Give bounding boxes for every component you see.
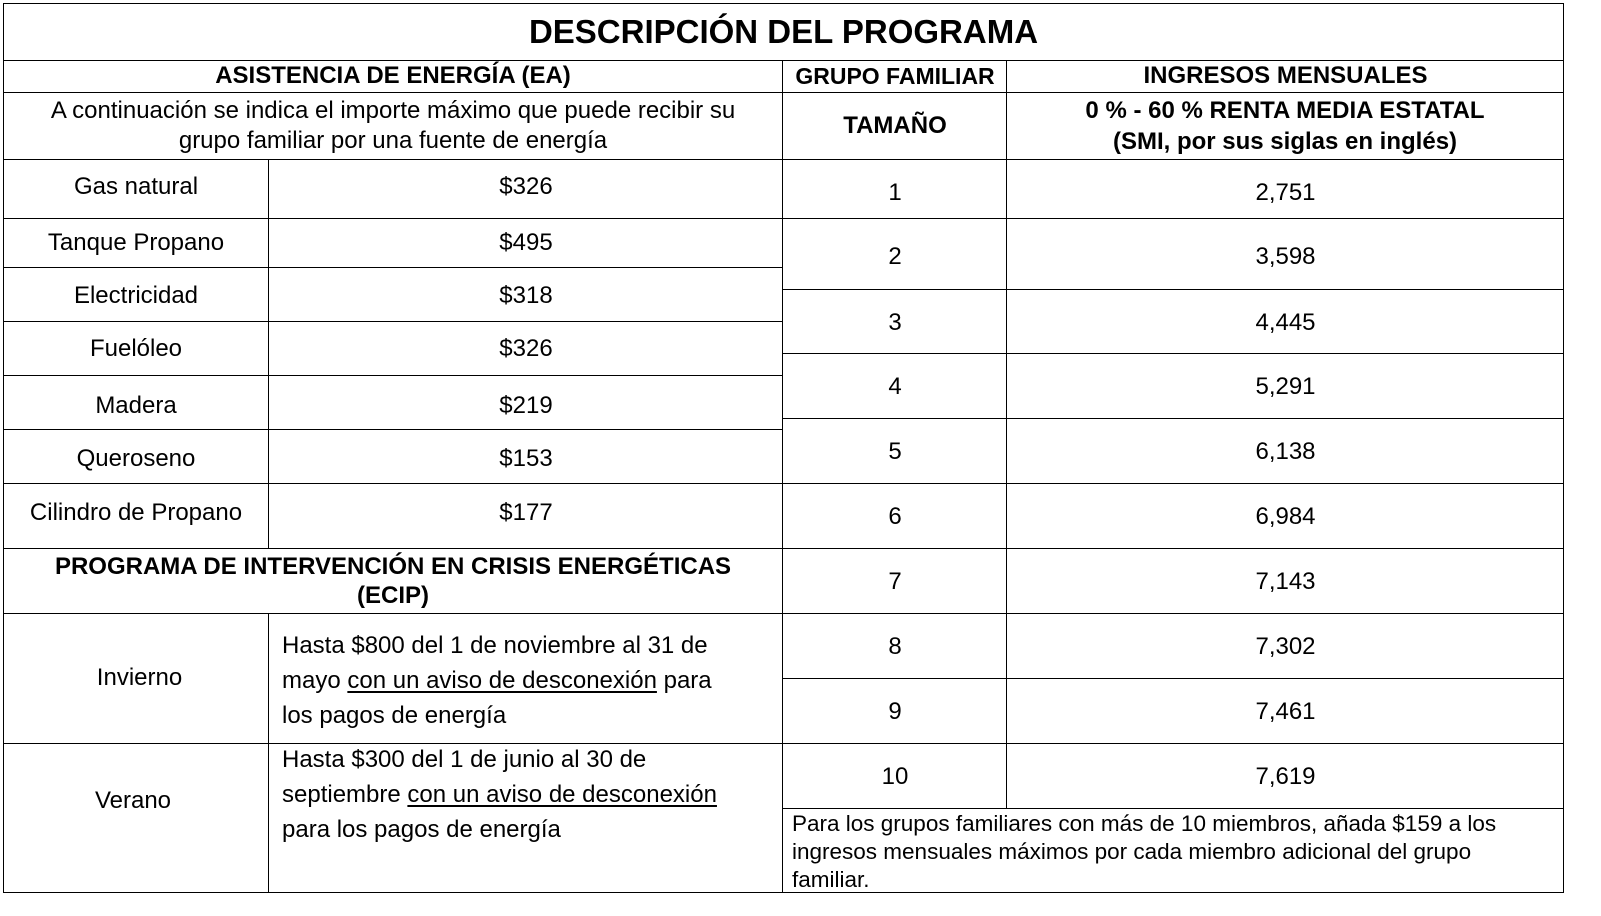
income-footnote: Para los grupos familiares con más de 10 miembros, añada $159 a los ingresos mensuales máximos por cada miembro adicional del grupo familiar. bbox=[792, 811, 1497, 892]
ecip-winter-text: Hasta $800 del 1 de noviembre al 31 de mayo con un aviso de desconexión para los pagos de energía bbox=[282, 632, 712, 729]
size-cell: 7 bbox=[888, 567, 902, 595]
disconnect-notice-text: con un aviso de desconexión bbox=[347, 667, 657, 694]
size-cell: 6 bbox=[888, 502, 902, 530]
income-cell: 5,291 bbox=[1255, 372, 1316, 400]
group-header: GRUPO FAMILIAR bbox=[795, 62, 995, 89]
ea-amount-fueloleo: $326 bbox=[499, 335, 553, 362]
income-header: INGRESOS MENSUALES bbox=[1143, 62, 1428, 89]
income-cell: 6,984 bbox=[1255, 502, 1316, 530]
ea-source-queroseno: Queroseno bbox=[76, 445, 196, 472]
ea-amount-cilindro-propano: $177 bbox=[499, 499, 553, 526]
ea-source-gas-natural: Gas natural bbox=[73, 173, 199, 200]
size-cell: 9 bbox=[888, 697, 902, 725]
ea-amount-madera: $219 bbox=[499, 392, 553, 419]
size-cell: 2 bbox=[888, 242, 902, 270]
ea-source-tanque-propano: Tanque Propano bbox=[47, 228, 225, 256]
ea-amount-queroseno: $153 bbox=[499, 445, 553, 472]
income-cell: 7,619 bbox=[1255, 762, 1316, 790]
ea-amount-tanque-propano: $495 bbox=[499, 228, 553, 256]
size-cell: 1 bbox=[888, 178, 902, 206]
ea-source-fueloleo: Fuelóleo bbox=[89, 335, 183, 362]
ea-header: ASISTENCIA DE ENERGÍA (EA) bbox=[215, 62, 571, 89]
size-cell: 4 bbox=[888, 372, 902, 400]
size-cell: 3 bbox=[888, 308, 902, 336]
ea-amount-electricidad: $318 bbox=[499, 281, 553, 309]
income-cell: 3,598 bbox=[1255, 242, 1316, 270]
ea-source-cilindro-propano: Cilindro de Propano bbox=[29, 499, 243, 526]
page-title: DESCRIPCIÓN DEL PROGRAMA bbox=[528, 12, 1039, 50]
ea-intro: A continuación se indica el importe máximo que puede recibir su grupo familiar por una fuente de energía bbox=[50, 96, 736, 154]
ea-source-electricidad: Electricidad bbox=[73, 281, 199, 309]
income-subheader: 0 % - 60 % RENTA MEDIA ESTATAL (SMI, por sus siglas en inglés) bbox=[1085, 96, 1485, 155]
income-cell: 4,445 bbox=[1255, 308, 1316, 336]
size-cell: 5 bbox=[888, 437, 902, 465]
disconnect-notice-text: con un aviso de desconexión bbox=[407, 781, 717, 808]
size-header: TAMAÑO bbox=[843, 111, 947, 139]
ecip-winter-label: Invierno bbox=[96, 664, 183, 691]
income-cell: 7,143 bbox=[1255, 567, 1316, 595]
ea-amount-gas-natural: $326 bbox=[499, 173, 553, 200]
income-cell: 2,751 bbox=[1255, 178, 1316, 206]
ecip-summer-text: Hasta $300 del 1 de junio al 30 de septiembre con un aviso de desconexión para los pagos de energía bbox=[282, 746, 717, 843]
income-cell: 7,461 bbox=[1255, 697, 1316, 725]
ea-source-madera: Madera bbox=[95, 392, 177, 419]
size-cell: 8 bbox=[888, 632, 902, 660]
income-cell: 7,302 bbox=[1255, 632, 1316, 660]
size-cell: 10 bbox=[881, 762, 909, 790]
ecip-summer-label: Verano bbox=[94, 786, 172, 814]
ecip-header: PROGRAMA DE INTERVENCIÓN EN CRISIS ENERGÉTICAS (ECIP) bbox=[54, 552, 732, 609]
income-cell: 6,138 bbox=[1255, 437, 1316, 465]
